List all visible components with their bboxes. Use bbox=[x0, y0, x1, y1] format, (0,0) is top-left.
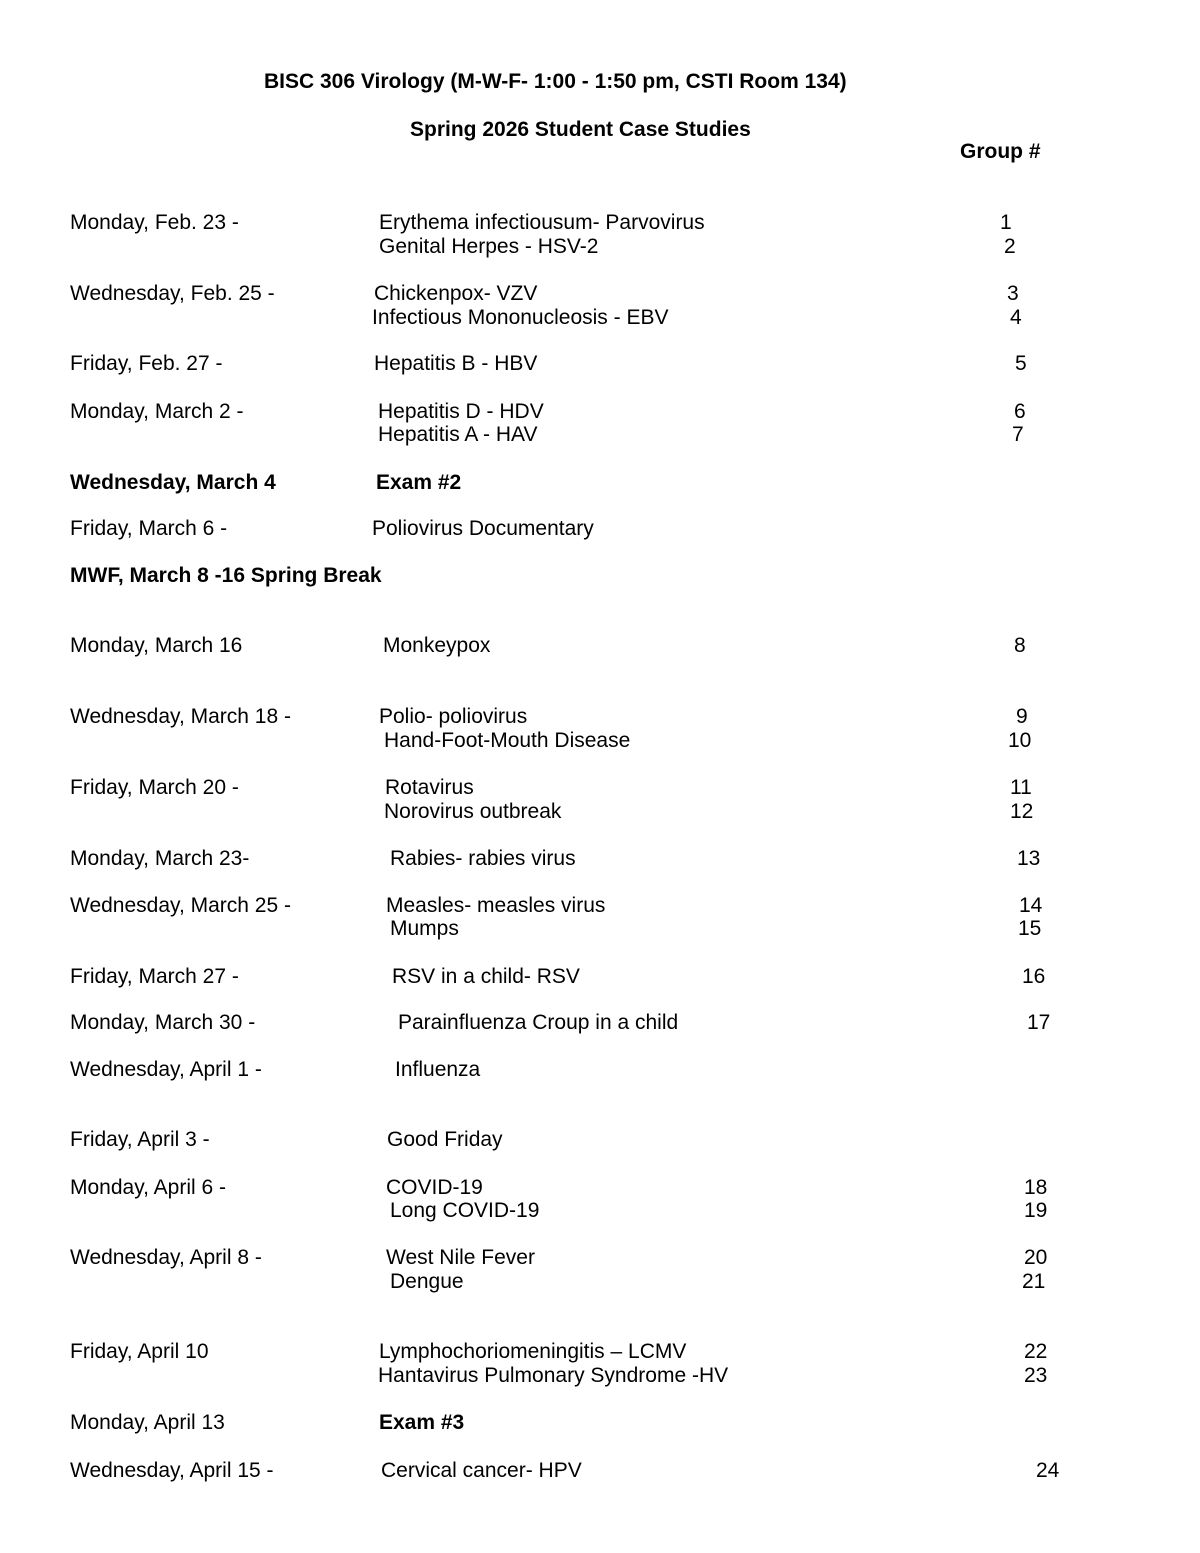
case-topic: Erythema infectiousum- Parvovirus bbox=[379, 211, 705, 234]
schedule-date: Monday, April 13 bbox=[70, 1411, 225, 1434]
group-number: 10 bbox=[1008, 729, 1032, 752]
case-topic: Infectious Mononucleosis - EBV bbox=[372, 306, 669, 329]
schedule-date: Monday, March 23- bbox=[70, 847, 250, 870]
schedule-date: Wednesday, March 25 - bbox=[70, 894, 291, 917]
group-number: 21 bbox=[1022, 1270, 1046, 1293]
case-topic: Good Friday bbox=[387, 1128, 503, 1151]
group-number: 12 bbox=[1010, 800, 1034, 823]
group-number: 16 bbox=[1022, 965, 1046, 988]
group-number: 6 bbox=[1014, 400, 1026, 423]
exam-label: Exam #2 bbox=[376, 471, 462, 494]
schedule-date: Friday, April 3 - bbox=[70, 1128, 210, 1151]
case-topic: Hand-Foot-Mouth Disease bbox=[384, 729, 631, 752]
schedule-date: Monday, March 30 - bbox=[70, 1011, 256, 1034]
schedule-date: Wednesday, March 4 bbox=[70, 471, 276, 494]
schedule-date: Friday, Feb. 27 - bbox=[70, 352, 223, 375]
group-number: 24 bbox=[1036, 1459, 1060, 1482]
case-topic: Poliovirus Documentary bbox=[372, 517, 594, 540]
group-number: 9 bbox=[1016, 705, 1028, 728]
group-number: 1 bbox=[1000, 211, 1012, 234]
group-column-header: Group # bbox=[960, 140, 1041, 163]
case-topic: Rabies- rabies virus bbox=[390, 847, 576, 870]
case-topic: Long COVID-19 bbox=[390, 1199, 540, 1222]
case-topic: Polio- poliovirus bbox=[379, 705, 528, 728]
group-number: 22 bbox=[1024, 1340, 1048, 1363]
group-number: 20 bbox=[1024, 1246, 1048, 1269]
schedule-date: Wednesday, April 1 - bbox=[70, 1058, 262, 1081]
case-topic: Dengue bbox=[390, 1270, 464, 1293]
case-topic: Chickenpox- VZV bbox=[374, 282, 538, 305]
page-title: BISC 306 Virology (M-W-F- 1:00 - 1:50 pm, CSTI Room 134) bbox=[264, 70, 847, 93]
group-number: 17 bbox=[1027, 1011, 1051, 1034]
group-number: 13 bbox=[1017, 847, 1041, 870]
case-topic: Lymphochoriomeningitis – LCMV bbox=[379, 1340, 687, 1363]
schedule-date: Monday, April 6 - bbox=[70, 1176, 227, 1199]
schedule-date: Wednesday, Feb. 25 - bbox=[70, 282, 275, 305]
case-topic: COVID-19 bbox=[386, 1176, 483, 1199]
case-topic: Norovirus outbreak bbox=[384, 800, 562, 823]
case-topic: Cervical cancer- HPV bbox=[381, 1459, 582, 1482]
group-number: 11 bbox=[1010, 776, 1032, 799]
group-number: 4 bbox=[1010, 306, 1022, 329]
case-topic: Hantavirus Pulmonary Syndrome -HV bbox=[378, 1364, 729, 1387]
group-number: 3 bbox=[1007, 282, 1019, 305]
case-topic: Mumps bbox=[390, 917, 459, 940]
schedule-date: Friday, March 6 - bbox=[70, 517, 228, 540]
group-number: 18 bbox=[1024, 1176, 1048, 1199]
group-number: 23 bbox=[1024, 1364, 1048, 1387]
case-topic: Influenza bbox=[395, 1058, 481, 1081]
case-topic: Hepatitis A - HAV bbox=[378, 423, 538, 446]
schedule-date: Friday, April 10 bbox=[70, 1340, 209, 1363]
schedule-date: Wednesday, March 18 - bbox=[70, 705, 291, 728]
case-topic: Rotavirus bbox=[385, 776, 474, 799]
schedule-date: Friday, March 20 - bbox=[70, 776, 239, 799]
case-topic: Genital Herpes - HSV-2 bbox=[379, 235, 599, 258]
page-subtitle: Spring 2026 Student Case Studies bbox=[410, 118, 751, 141]
group-number: 15 bbox=[1018, 917, 1042, 940]
spring-break-note: MWF, March 8 -16 Spring Break bbox=[70, 564, 382, 587]
case-topic: RSV in a child- RSV bbox=[392, 965, 580, 988]
group-number: 7 bbox=[1012, 423, 1024, 446]
exam-label: Exam #3 bbox=[379, 1411, 465, 1434]
schedule-date: Wednesday, April 15 - bbox=[70, 1459, 274, 1482]
group-number: 14 bbox=[1019, 894, 1043, 917]
schedule-date: Monday, March 16 bbox=[70, 634, 243, 657]
case-topic: Hepatitis D - HDV bbox=[378, 400, 544, 423]
group-number: 8 bbox=[1014, 634, 1026, 657]
group-number: 2 bbox=[1004, 235, 1016, 258]
group-number: 19 bbox=[1024, 1199, 1048, 1222]
group-number: 5 bbox=[1015, 352, 1027, 375]
case-topic: Monkeypox bbox=[383, 634, 491, 657]
case-topic: West Nile Fever bbox=[386, 1246, 535, 1269]
case-topic: Measles- measles virus bbox=[386, 894, 606, 917]
schedule-date: Friday, March 27 - bbox=[70, 965, 239, 988]
schedule-date: Monday, Feb. 23 - bbox=[70, 211, 239, 234]
case-topic: Hepatitis B - HBV bbox=[374, 352, 538, 375]
schedule-date: Wednesday, April 8 - bbox=[70, 1246, 262, 1269]
case-topic: Parainfluenza Croup in a child bbox=[398, 1011, 679, 1034]
schedule-date: Monday, March 2 - bbox=[70, 400, 244, 423]
